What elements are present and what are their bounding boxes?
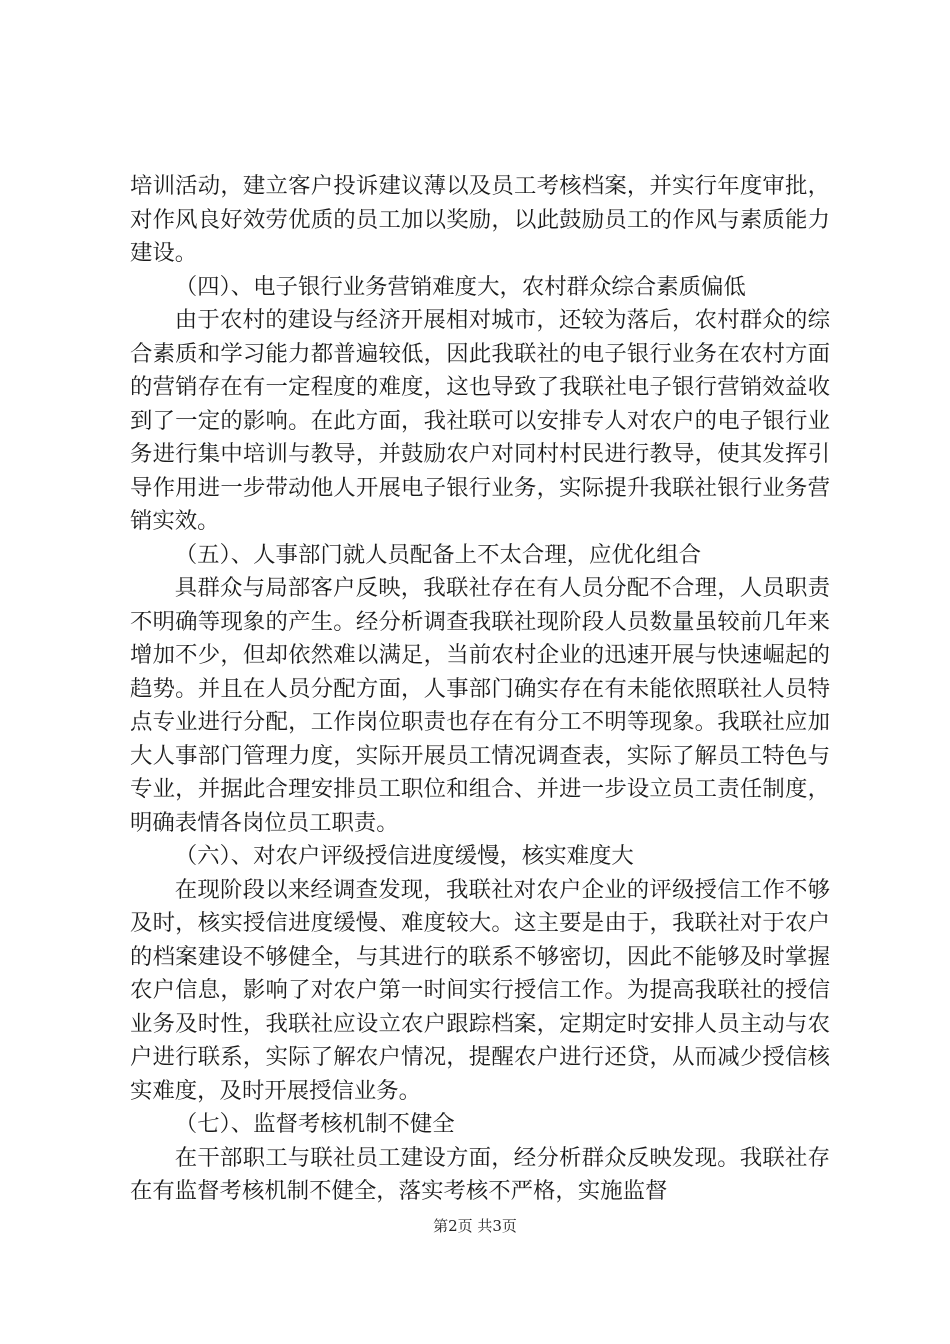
section-heading-5: （五）、人事部门就人员配备上不太合理，应优化组合 [174, 541, 701, 568]
section-heading-4: （四）、电子银行业务营销难度大，农村群众综合素质偏低 [174, 273, 746, 300]
paragraph-supervision: 在干部职工与联社员工建设方面，经分析群众反映发现。我联社存在有监督考核机制不健全，落实考核不严格，实施监督 [130, 1144, 830, 1204]
document-body [130, 170, 830, 1209]
section-heading-7: （七）、监督考核机制不健全 [174, 1111, 455, 1137]
page-number-footer: 第2页 共3页 [433, 1217, 517, 1235]
paragraph-e-banking: 由于农村的建设与经济开展相对城市，还较为落后，农村群众的综合素质和学习能力都普遍较低，因此我联社的电子银行业务在农村方面的营销存在有一定程度的难度，这也导致了我联社电子银行营销效益收到了一定的影响。在此方面，我社联可以安排专人对农户的电子银行业务进行集中培训与教导，并鼓励农户对同村村民进行教导，使其发挥引导作用进一步带动他人开展电子银行业务，实际提升我联社银行业务营销实效。 [130, 307, 830, 534]
paragraph-continuation: 培训活动，建立客户投诉建议薄以及员工考核档案，并实行年度审批，对作风良好效劳优质的员工加以奖励，以此鼓励员工的作风与素质能力建设。 [130, 173, 830, 266]
section-heading-6: （六）、对农户评级授信进度缓慢，核实难度大 [174, 843, 634, 869]
paragraph-credit-rating: 在现阶段以来经调查发现，我联社对农户企业的评级授信工作不够及时，核实授信进度缓慢、难度较大。这主要是由于，我联社对于农户的档案建设不够健全，与其进行的联系不够密切，因此不能够及时掌握农户信息，影响了对农户第一时间实行授信工作。为提高我联社的授信业务及时性，我联社应设立农户跟踪档案，定期定时安排人员主动与农户进行联系，实际了解农户情况，提醒农户进行还贷，从而减少授信核实难度，及时开展授信业务。 [130, 876, 830, 1104]
paragraph-staffing: 具群众与局部客户反映，我联社存在有人员分配不合理，人员职责不明确等现象的产生。经分析调查我联社现阶段人员数量虽较前几年来增加不少，但却依然难以满足，当前农村企业的迅速开展与快速崛起的趋势。并且在人员分配方面，人事部门确实存在有未能依照联社人员特点专业进行分配，工作岗位职责也存在有分工不明等现象。我联社应加大人事部门管理力度，实际开展员工情况调查表，实际了解员工特色与专业，并据此合理安排员工职位和组合、并进一步设立员工责任制度，明确表情各岗位员工职责。 [130, 575, 830, 836]
